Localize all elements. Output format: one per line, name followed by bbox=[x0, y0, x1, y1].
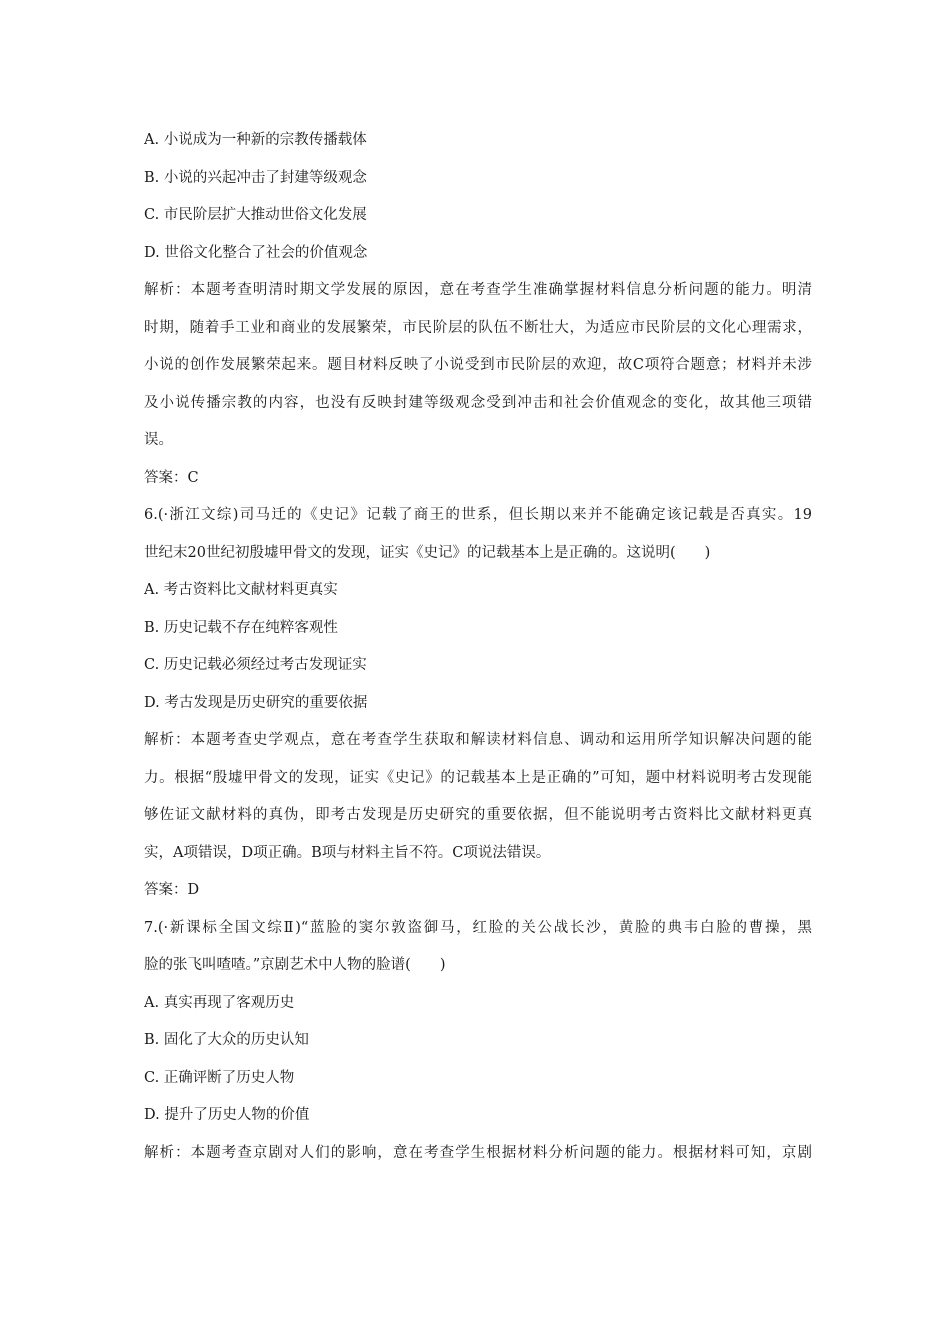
q6-option-a[interactable]: A. 考古资料比文献材料更真实 bbox=[144, 582, 338, 598]
q6-analysis-line: 实，A项错误，D项正确。B项与材料主旨不符。C项说法错误。 bbox=[144, 844, 551, 861]
q6-answer: 答案：D bbox=[144, 882, 200, 898]
q5-analysis-line: 解析：本题考查明清时期文学发展的原因，意在考查学生准确掌握材料信息分析问题的能力。明清 bbox=[144, 282, 812, 298]
q6-stem bbox=[144, 497, 812, 572]
q6-option-b[interactable]: B. 历史记载不存在纯粹客观性 bbox=[144, 619, 338, 636]
q6-options bbox=[144, 572, 812, 722]
q7-stem bbox=[144, 910, 812, 985]
q6-analysis-line: 力。根据“殷墟甲骨文的发现，证实《史记》的记载基本上是正确的”可知，题中材料说明考古发现能 bbox=[144, 769, 812, 786]
q7-option-a[interactable]: A. 真实再现了客观历史 bbox=[144, 994, 295, 1011]
q7-option-c[interactable]: C. 正确评断了历史人物 bbox=[144, 1069, 295, 1086]
q6-option-c[interactable]: C. 历史记载必须经过考古发现证实 bbox=[144, 657, 367, 673]
q6-analysis-line: 解析：本题考查史学观点，意在考查学生获取和解读材料信息、调动和运用所学知识解决问题的能 bbox=[144, 732, 812, 748]
q5-option-b[interactable]: B. 小说的兴起冲击了封建等级观念 bbox=[144, 169, 367, 186]
q5-options bbox=[144, 122, 812, 272]
q6-option-d[interactable]: D. 考古发现是历史研究的重要依据 bbox=[144, 694, 368, 711]
q7-option-d[interactable]: D. 提升了历史人物的价值 bbox=[144, 1107, 310, 1123]
q7-options bbox=[144, 985, 812, 1135]
q5-analysis-line: 误。 bbox=[144, 432, 173, 448]
q7-analysis-line: 解析：本题考查京剧对人们的影响，意在考查学生根据材料分析问题的能力。根据材料可知，京剧 bbox=[144, 1144, 812, 1161]
q5-option-c[interactable]: C. 市民阶层扩大推动世俗文化发展 bbox=[144, 207, 367, 223]
q6-stem-line: 6.(·浙江文综)司马迁的《史记》记载了商王的世系，但长期以来并不能确定该记载是否真实。19 bbox=[144, 507, 812, 523]
q5-analysis bbox=[144, 272, 812, 460]
q5-option-a[interactable]: A. 小说成为一种新的宗教传播载体 bbox=[144, 132, 367, 148]
q5-analysis-line: 时期，随着手工业和商业的发展繁荣，市民阶层的队伍不断壮大，为适应市民阶层的文化心理需求， bbox=[144, 319, 812, 336]
q7-option-b[interactable]: B. 固化了大众的历史认知 bbox=[144, 1032, 309, 1048]
q5-answer: 答案：C bbox=[144, 469, 199, 486]
q7-stem-line: 脸的张飞叫喳喳。”京剧艺术中人物的脸谱( ) bbox=[144, 957, 446, 973]
q7-analysis bbox=[144, 1135, 812, 1173]
q5-analysis-line: 小说的创作发展繁荣起来。题目材料反映了小说受到市民阶层的欢迎，故C项符合题意；材料并未涉 bbox=[144, 357, 812, 373]
q5-option-d[interactable]: D. 世俗文化整合了社会的价值观念 bbox=[144, 244, 368, 261]
q6-analysis bbox=[144, 722, 812, 872]
document-page bbox=[144, 122, 812, 1172]
q5-analysis-line: 及小说传播宗教的内容，也没有反映封建等级观念受到冲击和社会价值观念的变化，故其他三项错 bbox=[144, 394, 812, 411]
q6-stem-line: 世纪末20世纪初殷墟甲骨文的发现，证实《史记》的记载基本上是正确的。这说明( ) bbox=[144, 544, 711, 561]
q6-analysis-line: 够佐证文献材料的真伪，即考古发现是历史研究的重要依据，但不能说明考古资料比文献材料更真 bbox=[144, 807, 812, 823]
q7-stem-line: 7.(·新课标全国文综Ⅱ)“蓝脸的窦尔敦盗御马，红脸的关公战长沙，黄脸的典韦白脸的曹操，黑 bbox=[144, 919, 812, 936]
